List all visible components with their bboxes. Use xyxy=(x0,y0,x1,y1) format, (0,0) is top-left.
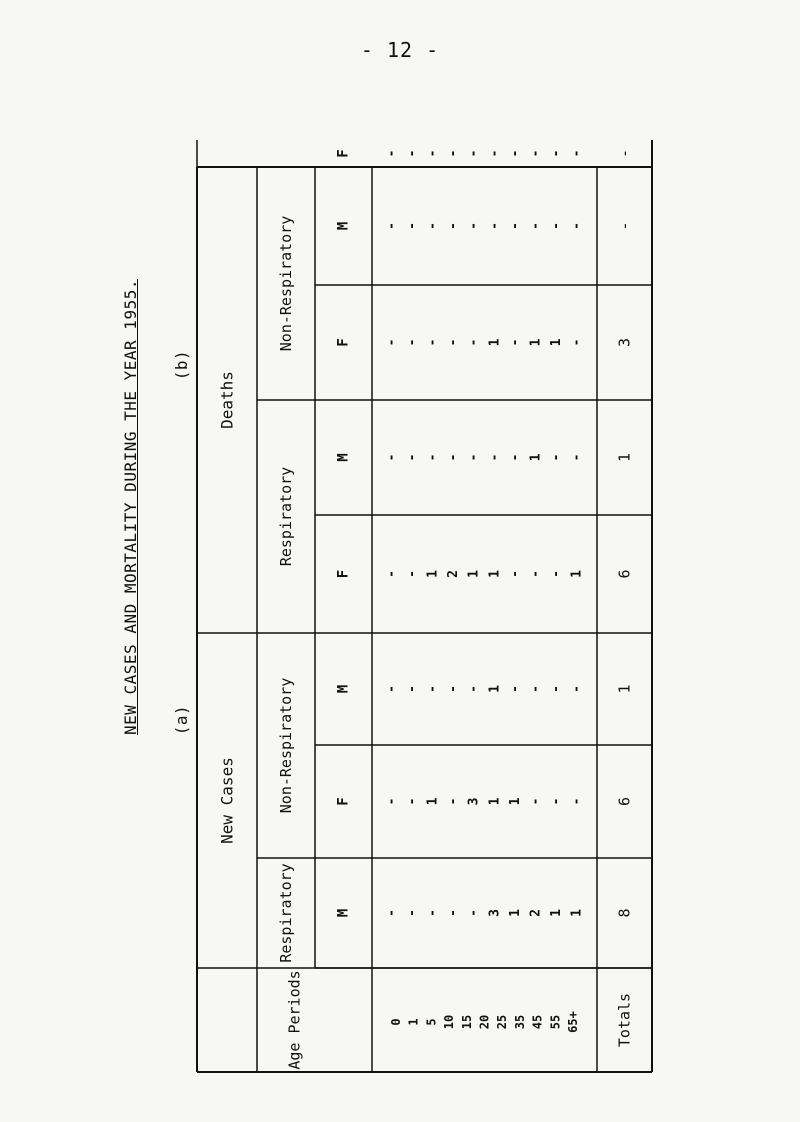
table-cell: 1 xyxy=(425,797,441,806)
table-cell: - xyxy=(405,570,421,578)
sex-header-f: F xyxy=(335,569,352,579)
age-period-label: 35 xyxy=(512,1014,527,1030)
table-cell: - xyxy=(569,338,585,347)
table-cell: - xyxy=(425,222,441,230)
table-cell: - xyxy=(384,685,400,693)
table-cell: 1 xyxy=(487,570,503,578)
table-cell: - xyxy=(507,570,523,578)
table-cell: - xyxy=(446,149,462,158)
group-header-new-cases: New Cases xyxy=(217,757,237,844)
table-cell: - xyxy=(466,685,482,693)
table-cell: - xyxy=(548,570,564,578)
age-period-label: 10 xyxy=(442,1014,457,1030)
table-cell: - xyxy=(507,222,523,230)
table-cell: - xyxy=(446,685,462,693)
subgroup-header-respiratory: Respiratory xyxy=(277,863,295,963)
section-label-b: (b) xyxy=(172,349,191,381)
table-cell: 1 xyxy=(548,909,564,917)
subgroup-header-non-respiratory: Non-Respiratory xyxy=(277,677,295,814)
table-cell: - xyxy=(569,685,585,693)
age-period-label: 55 xyxy=(548,1014,563,1030)
age-period-label: 0 xyxy=(389,1018,403,1026)
table-cell: - xyxy=(384,570,400,578)
table-cell: 1 xyxy=(528,338,544,347)
table-cell: 1 xyxy=(487,797,503,806)
group-header-deaths: Deaths xyxy=(217,371,237,429)
table-cell: - xyxy=(425,909,441,917)
age-period-label: 25 xyxy=(495,1014,510,1030)
total-cell: 6 xyxy=(615,569,634,579)
table-cell: - xyxy=(507,149,523,158)
page-title: NEW CASES AND MORTALITY DURING THE YEAR 1955. xyxy=(121,279,140,735)
table-cell: 1 xyxy=(548,338,564,347)
table-cell: - xyxy=(405,222,421,230)
table-cell: - xyxy=(405,909,421,917)
subgroup-header-respiratory: Respiratory xyxy=(277,466,295,567)
table-cell: 1 xyxy=(569,570,585,578)
age-period-label: 15 xyxy=(459,1014,474,1030)
table-cell: - xyxy=(446,797,462,806)
total-cell: 6 xyxy=(615,796,634,807)
table-cell: - xyxy=(466,453,482,462)
table-cell: 1 xyxy=(507,909,523,917)
table-cell: 1 xyxy=(487,338,503,347)
table-cell: - xyxy=(384,909,400,917)
age-period-label: 20 xyxy=(477,1014,492,1030)
table-cell: 1 xyxy=(569,909,585,917)
age-periods-header: Age Periods xyxy=(285,970,304,1070)
table-cell: - xyxy=(425,149,441,158)
table-cell: - xyxy=(569,453,585,462)
table-cell: - xyxy=(425,453,441,462)
table-cell: 2 xyxy=(528,909,544,917)
table-cell: - xyxy=(384,338,400,347)
table-cell: - xyxy=(528,222,544,230)
sex-header-f: F xyxy=(335,149,352,158)
totals-label: Totals xyxy=(615,992,634,1048)
table-cell: 3 xyxy=(487,909,503,917)
sex-header-m: M xyxy=(335,221,352,231)
table-cell: 1 xyxy=(507,797,523,806)
table-cell: - xyxy=(548,685,564,693)
total-cell: 1 xyxy=(615,452,634,463)
section-label-a: (a) xyxy=(172,704,191,736)
table-cell: - xyxy=(405,149,421,158)
table-cell: - xyxy=(528,797,544,806)
table-cell: - xyxy=(487,453,503,462)
table-cell: - xyxy=(384,797,400,806)
age-period-label: 1 xyxy=(406,1018,421,1026)
table-cell: - xyxy=(528,570,544,578)
table-cell: - xyxy=(487,222,503,230)
table-cell: - xyxy=(507,338,523,347)
table-cell: - xyxy=(425,338,441,347)
table-cell: - xyxy=(507,685,523,693)
table-cell: - xyxy=(446,222,462,230)
total-cell: - xyxy=(615,148,634,159)
table-cell: - xyxy=(425,685,441,693)
page-number: - 12 - xyxy=(360,38,440,62)
table-cell: - xyxy=(548,149,564,158)
subgroup-header-non-respiratory: Non-Respiratory xyxy=(277,215,295,352)
table-cell: 1 xyxy=(528,453,544,462)
table-cell: - xyxy=(466,222,482,230)
total-cell: 8 xyxy=(615,908,634,918)
table-cell: - xyxy=(548,453,564,462)
sex-header-f: F xyxy=(335,797,352,806)
table-cell: - xyxy=(548,222,564,230)
table-cell: - xyxy=(548,797,564,806)
table-cell: 2 xyxy=(446,570,462,578)
sex-header-m: M xyxy=(335,908,352,918)
age-period-label: 65+ xyxy=(566,1011,580,1033)
table-cell: - xyxy=(507,453,523,462)
table-cell: - xyxy=(528,685,544,693)
table-cell: 3 xyxy=(466,797,482,806)
table-cell: - xyxy=(569,797,585,806)
table-cell: - xyxy=(528,149,544,158)
total-cell: 3 xyxy=(615,337,634,348)
sex-header-m: M xyxy=(335,684,352,694)
age-period-label: 5 xyxy=(424,1018,439,1026)
table-cell: 1 xyxy=(466,570,482,578)
table-cell: - xyxy=(569,222,585,230)
table-cell: - xyxy=(466,338,482,347)
table-cell: 1 xyxy=(425,570,441,578)
table-cell: - xyxy=(405,338,421,347)
table-cell: - xyxy=(384,222,400,230)
table-cell: - xyxy=(487,149,503,158)
table-cell: - xyxy=(446,453,462,462)
table-cell: - xyxy=(446,338,462,347)
table-cell: 1 xyxy=(487,685,503,693)
total-cell: - xyxy=(615,221,634,231)
table-cell: - xyxy=(405,685,421,693)
total-cell: 1 xyxy=(615,684,634,694)
table-cell: - xyxy=(405,453,421,462)
sex-header-f: F xyxy=(335,338,352,347)
table-cell: - xyxy=(384,453,400,462)
sex-header-m: M xyxy=(335,453,352,462)
table-cell: - xyxy=(446,909,462,917)
table-cell: - xyxy=(384,149,400,158)
table-cell: - xyxy=(466,909,482,917)
table-cell: - xyxy=(569,149,585,158)
age-period-label: 45 xyxy=(530,1014,545,1030)
table-cell: - xyxy=(405,797,421,806)
table-cell: - xyxy=(466,149,482,158)
